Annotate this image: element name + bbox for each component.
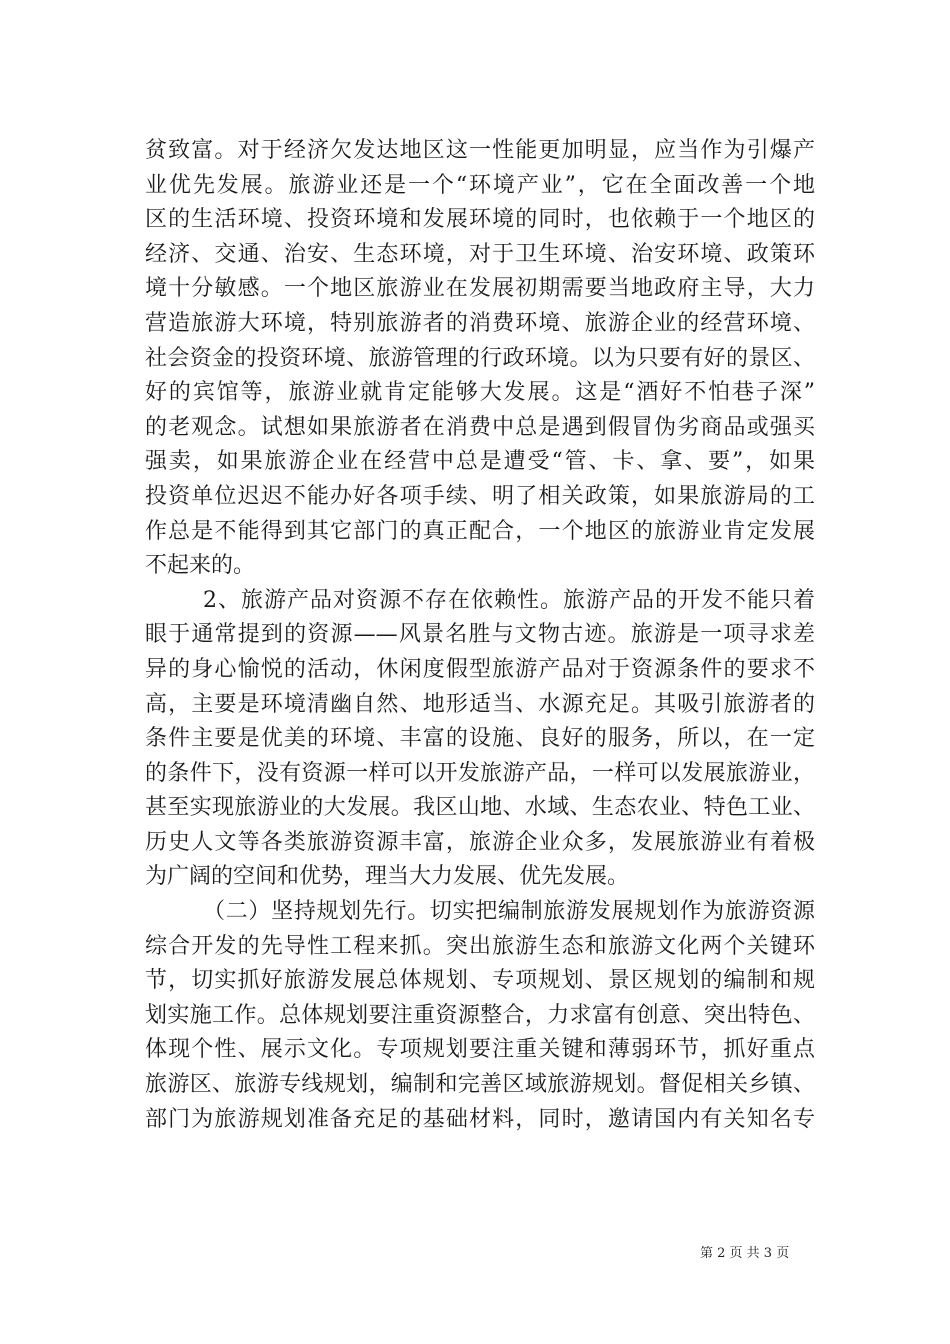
text-line: 投资单位迟迟不能办好各项手续、明了相关政策，如果旅游局的工 [145, 483, 815, 509]
text-line: 2、旅游产品对资源不存在依赖性。旅游产品的开发不能只着 [203, 587, 815, 613]
text-line: 条件主要是优美的环境、丰富的设施、良好的服务，所以，在一定 [145, 726, 815, 752]
text-line: 不起来的。 [145, 553, 256, 579]
text-line: 好的宾馆等，旅游业就肯定能够大发展。这是“酒好不怕巷子深” [145, 380, 815, 406]
text-line: 的老观念。试想如果旅游者在消费中总是遇到假冒伪劣商品或强买 [145, 414, 815, 440]
text-line: 异的身心愉悦的活动，休闲度假型旅游产品对于资源条件的要求不 [145, 656, 815, 682]
text-line: 业优先发展。旅游业还是一个“环境产业”，它在全面改善一个地 [145, 172, 815, 198]
document-body [145, 134, 815, 1137]
text-line: 的条件下，没有资源一样可以开发旅游产品，一样可以发展旅游业， [145, 760, 815, 786]
page-number-footer: 第 2 页 共 3 页 [700, 1246, 790, 1261]
text-line: 体现个性、展示文化。专项规划要注重关键和薄弱环节，抓好重点 [145, 1037, 815, 1063]
text-line: 经济、交通、治安、生态环境，对于卫生环境、治安环境、政策环 [145, 241, 815, 267]
text-line: 眼于通常提到的资源——风景名胜与文物古迹。旅游是一项寻求差 [145, 622, 815, 648]
text-line: 为广阔的空间和优势，理当大力发展、优先发展。 [145, 864, 630, 890]
text-line: 综合开发的先导性工程来抓。突出旅游生态和旅游文化两个关键环 [145, 933, 815, 959]
text-line: 作总是不能得到其它部门的真正配合，一个地区的旅游业肯定发展 [145, 518, 815, 544]
text-line: 社会资金的投资环境、旅游管理的行政环境。以为只要有好的景区、 [145, 345, 815, 371]
text-line: 高，主要是环境清幽自然、地形适当、水源充足。其吸引旅游者的 [145, 691, 815, 717]
text-line: 节，切实抓好旅游发展总体规划、专项规划、景区规划的编制和规 [145, 968, 815, 994]
text-line: 强卖，如果旅游企业在经营中总是遭受“管、卡、拿、要”，如果 [145, 449, 815, 475]
text-line: 营造旅游大环境，特别旅游者的消费环境、旅游企业的经营环境、 [145, 310, 815, 336]
text-line: （二）坚持规划先行。切实把编制旅游发展规划作为旅游资源 [203, 899, 815, 925]
text-line: 甚至实现旅游业的大发展。我区山地、水域、生态农业、特色工业、 [145, 795, 815, 821]
text-line: 划实施工作。总体规划要注重资源整合，力求富有创意、突出特色、 [145, 1002, 815, 1028]
text-line: 境十分敏感。一个地区旅游业在发展初期需要当地政府主导，大力 [145, 276, 815, 302]
text-line: 历史人文等各类旅游资源丰富，旅游企业众多，发展旅游业有着极 [145, 829, 815, 855]
text-line: 旅游区、旅游专线规划，编制和完善区域旅游规划。督促相关乡镇、 [145, 1072, 815, 1098]
text-line: 部门为旅游规划准备充足的基础材料，同时，邀请国内有关知名专 [145, 1106, 815, 1132]
text-line: 贫致富。对于经济欠发达地区这一性能更加明显，应当作为引爆产 [145, 138, 815, 163]
text-line: 区的生活环境、投资环境和发展环境的同时，也依赖于一个地区的 [145, 207, 815, 233]
